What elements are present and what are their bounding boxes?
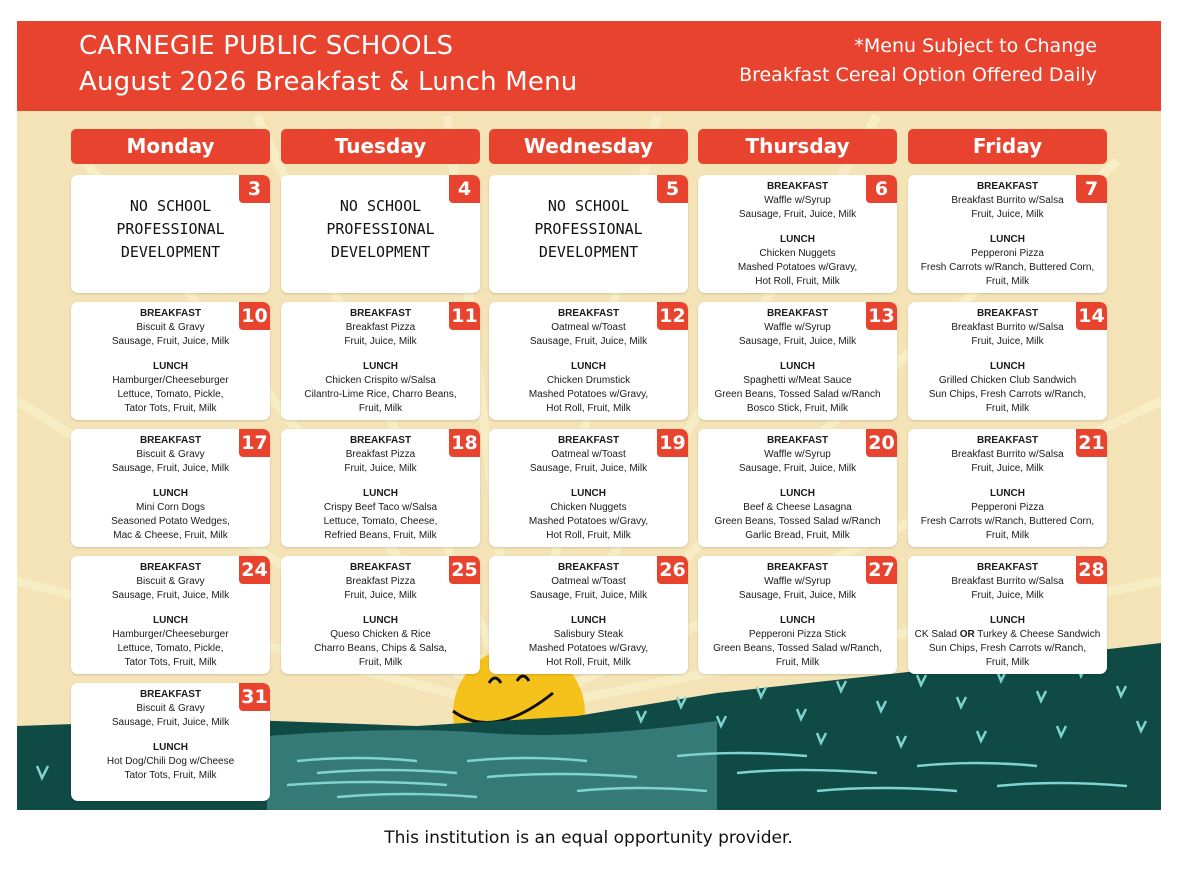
day-header-monday: Monday xyxy=(71,129,270,164)
breakfast-menu: BREAKFAST Oatmeal w/Toast Sausage, Fruit, Juice, Milk xyxy=(529,435,648,474)
day-cell xyxy=(908,175,1107,293)
day-cell xyxy=(489,556,688,674)
day-cell xyxy=(71,175,270,293)
date-badge: 27 xyxy=(866,556,897,584)
lunch-menu: LUNCH Chicken Nuggets Mashed Potatoes w/Gravy, Hot Roll, Fruit, Milk xyxy=(528,488,649,541)
lunch-menu: LUNCH Salisbury Steak Mashed Potatoes w/Gravy, Hot Roll, Fruit, Milk xyxy=(528,615,649,668)
school-name: CARNEGIE PUBLIC SCHOOLS xyxy=(79,31,454,61)
date-badge: 31 xyxy=(239,683,270,711)
lunch-menu: LUNCH Grilled Chicken Club Sandwich Sun Chips, Fresh Carrots w/Ranch, Fruit, Milk xyxy=(928,361,1087,414)
date-badge: 26 xyxy=(657,556,688,584)
date-badge: 3 xyxy=(239,175,270,203)
no-school-text: NO SCHOOL PROFESSIONAL DEVELOPMENT xyxy=(116,197,225,261)
date-badge: 12 xyxy=(657,302,688,330)
breakfast-menu: BREAKFAST Breakfast Pizza Fruit, Juice, Milk xyxy=(344,435,417,474)
date-badge: 11 xyxy=(449,302,480,330)
day-header-friday: Friday xyxy=(908,129,1107,164)
day-cell xyxy=(71,556,270,674)
day-cell xyxy=(281,556,480,674)
lunch-menu: LUNCH Chicken Drumstick Mashed Potatoes w/Gravy, Hot Roll, Fruit, Milk xyxy=(528,361,649,414)
lunch-menu: LUNCH Queso Chicken & Rice Charro Beans, Chips & Salsa, Fruit, Milk xyxy=(314,615,447,668)
date-badge: 6 xyxy=(866,175,897,203)
day-cell xyxy=(698,175,897,293)
breakfast-menu: BREAKFAST Breakfast Pizza Fruit, Juice, Milk xyxy=(344,308,417,347)
day-cell xyxy=(71,302,270,420)
day-cell xyxy=(281,302,480,420)
lunch-menu: LUNCH Crispy Beef Taco w/Salsa Lettuce, Tomato, Cheese, Refried Beans, Fruit, Milk xyxy=(323,488,438,541)
breakfast-menu: BREAKFAST Breakfast Burrito w/Salsa Fruit, Juice, Milk xyxy=(951,181,1064,220)
breakfast-menu: BREAKFAST Breakfast Burrito w/Salsa Fruit, Juice, Milk xyxy=(951,562,1064,601)
day-cell xyxy=(908,302,1107,420)
date-badge: 25 xyxy=(449,556,480,584)
breakfast-menu: BREAKFAST Breakfast Burrito w/Salsa Fruit, Juice, Milk xyxy=(951,308,1064,347)
equal-opportunity-footer: This institution is an equal opportunity provider. xyxy=(384,828,793,848)
lunch-menu: LUNCH Mini Corn Dogs Seasoned Potato Wedges, Mac & Cheese, Fruit, Milk xyxy=(111,488,230,541)
breakfast-menu: BREAKFAST Breakfast Pizza Fruit, Juice, Milk xyxy=(344,562,417,601)
date-badge: 4 xyxy=(449,175,480,203)
lunch-menu: LUNCH Chicken Crispito w/Salsa Cilantro-Lime Rice, Charro Beans, Fruit, Milk xyxy=(304,361,457,414)
breakfast-menu: BREAKFAST Waffle w/Syrup Sausage, Fruit, Juice, Milk xyxy=(738,435,857,474)
day-header-wednesday: Wednesday xyxy=(489,129,688,164)
breakfast-menu: BREAKFAST Biscuit & Gravy Sausage, Fruit, Juice, Milk xyxy=(111,562,230,601)
day-cell xyxy=(908,429,1107,547)
breakfast-menu: BREAKFAST Waffle w/Syrup Sausage, Fruit, Juice, Milk xyxy=(738,562,857,601)
date-badge: 19 xyxy=(657,429,688,457)
menu-title: August 2026 Breakfast & Lunch Menu xyxy=(79,67,578,97)
day-header-tuesday: Tuesday xyxy=(281,129,480,164)
breakfast-menu: BREAKFAST Waffle w/Syrup Sausage, Fruit, Juice, Milk xyxy=(738,308,857,347)
breakfast-menu: BREAKFAST Waffle w/Syrup Sausage, Fruit, Juice, Milk xyxy=(738,181,857,220)
lunch-menu: LUNCH Spaghetti w/Meat Sauce Green Beans, Tossed Salad w/Ranch Bosco Stick, Fruit, Milk xyxy=(714,361,881,414)
date-badge: 17 xyxy=(239,429,270,457)
breakfast-menu: BREAKFAST Oatmeal w/Toast Sausage, Fruit, Juice, Milk xyxy=(529,562,648,601)
lunch-menu: LUNCH CK Salad OR Turkey & Cheese Sandwich Sun Chips, Fresh Carrots w/Ranch, Fruit, Milk xyxy=(914,615,1101,668)
day-cell xyxy=(71,429,270,547)
day-cell xyxy=(489,429,688,547)
breakfast-menu: BREAKFAST Breakfast Burrito w/Salsa Fruit, Juice, Milk xyxy=(951,435,1064,474)
no-school-text: NO SCHOOL PROFESSIONAL DEVELOPMENT xyxy=(326,197,435,261)
date-badge: 10 xyxy=(239,302,270,330)
breakfast-menu: BREAKFAST Oatmeal w/Toast Sausage, Fruit, Juice, Milk xyxy=(529,308,648,347)
lunch-menu: LUNCH Pepperoni Pizza Fresh Carrots w/Ranch, Buttered Corn, Fruit, Milk xyxy=(920,234,1095,287)
lunch-menu: LUNCH Chicken Nuggets Mashed Potatoes w/Gravy, Hot Roll, Fruit, Milk xyxy=(737,234,858,287)
cereal-note: Breakfast Cereal Option Offered Daily xyxy=(739,64,1097,86)
day-cell xyxy=(698,556,897,674)
day-cell xyxy=(908,556,1107,674)
date-badge: 5 xyxy=(657,175,688,203)
day-cell xyxy=(489,302,688,420)
lunch-menu: LUNCH Beef & Cheese Lasagna Green Beans, Tossed Salad w/Ranch Garlic Bread, Fruit, Milk xyxy=(714,488,881,541)
lunch-menu: LUNCH Hamburger/Cheeseburger Lettuce, Tomato, Pickle, Tator Tots, Fruit, Milk xyxy=(112,615,229,668)
header-banner xyxy=(17,21,1161,111)
day-header-thursday: Thursday xyxy=(698,129,897,164)
day-cell xyxy=(489,175,688,293)
breakfast-menu: BREAKFAST Biscuit & Gravy Sausage, Fruit, Juice, Milk xyxy=(111,308,230,347)
menu-change-note: *Menu Subject to Change xyxy=(854,35,1097,57)
date-badge: 13 xyxy=(866,302,897,330)
day-cell xyxy=(698,429,897,547)
day-cell xyxy=(698,302,897,420)
day-cell xyxy=(281,429,480,547)
lunch-menu: LUNCH Pepperoni Pizza Stick Green Beans, Tossed Salad w/Ranch, Fruit, Milk xyxy=(713,615,882,668)
date-badge: 21 xyxy=(1076,429,1107,457)
date-badge: 7 xyxy=(1076,175,1107,203)
menu-poster xyxy=(17,21,1161,810)
lunch-menu: LUNCH Pepperoni Pizza Fresh Carrots w/Ranch, Buttered Corn, Fruit, Milk xyxy=(920,488,1095,541)
breakfast-menu: BREAKFAST Biscuit & Gravy Sausage, Fruit, Juice, Milk xyxy=(111,435,230,474)
date-badge: 18 xyxy=(449,429,480,457)
date-badge: 20 xyxy=(866,429,897,457)
day-cell xyxy=(71,683,270,801)
date-badge: 28 xyxy=(1076,556,1107,584)
no-school-text: NO SCHOOL PROFESSIONAL DEVELOPMENT xyxy=(534,197,643,261)
lunch-menu: LUNCH Hamburger/Cheeseburger Lettuce, Tomato, Pickle, Tator Tots, Fruit, Milk xyxy=(112,361,229,414)
breakfast-menu: BREAKFAST Biscuit & Gravy Sausage, Fruit, Juice, Milk xyxy=(111,689,230,728)
date-badge: 14 xyxy=(1076,302,1107,330)
date-badge: 24 xyxy=(239,556,270,584)
lunch-menu: LUNCH Hot Dog/Chili Dog w/Cheese Tator Tots, Fruit, Milk xyxy=(106,742,235,781)
day-cell xyxy=(281,175,480,293)
